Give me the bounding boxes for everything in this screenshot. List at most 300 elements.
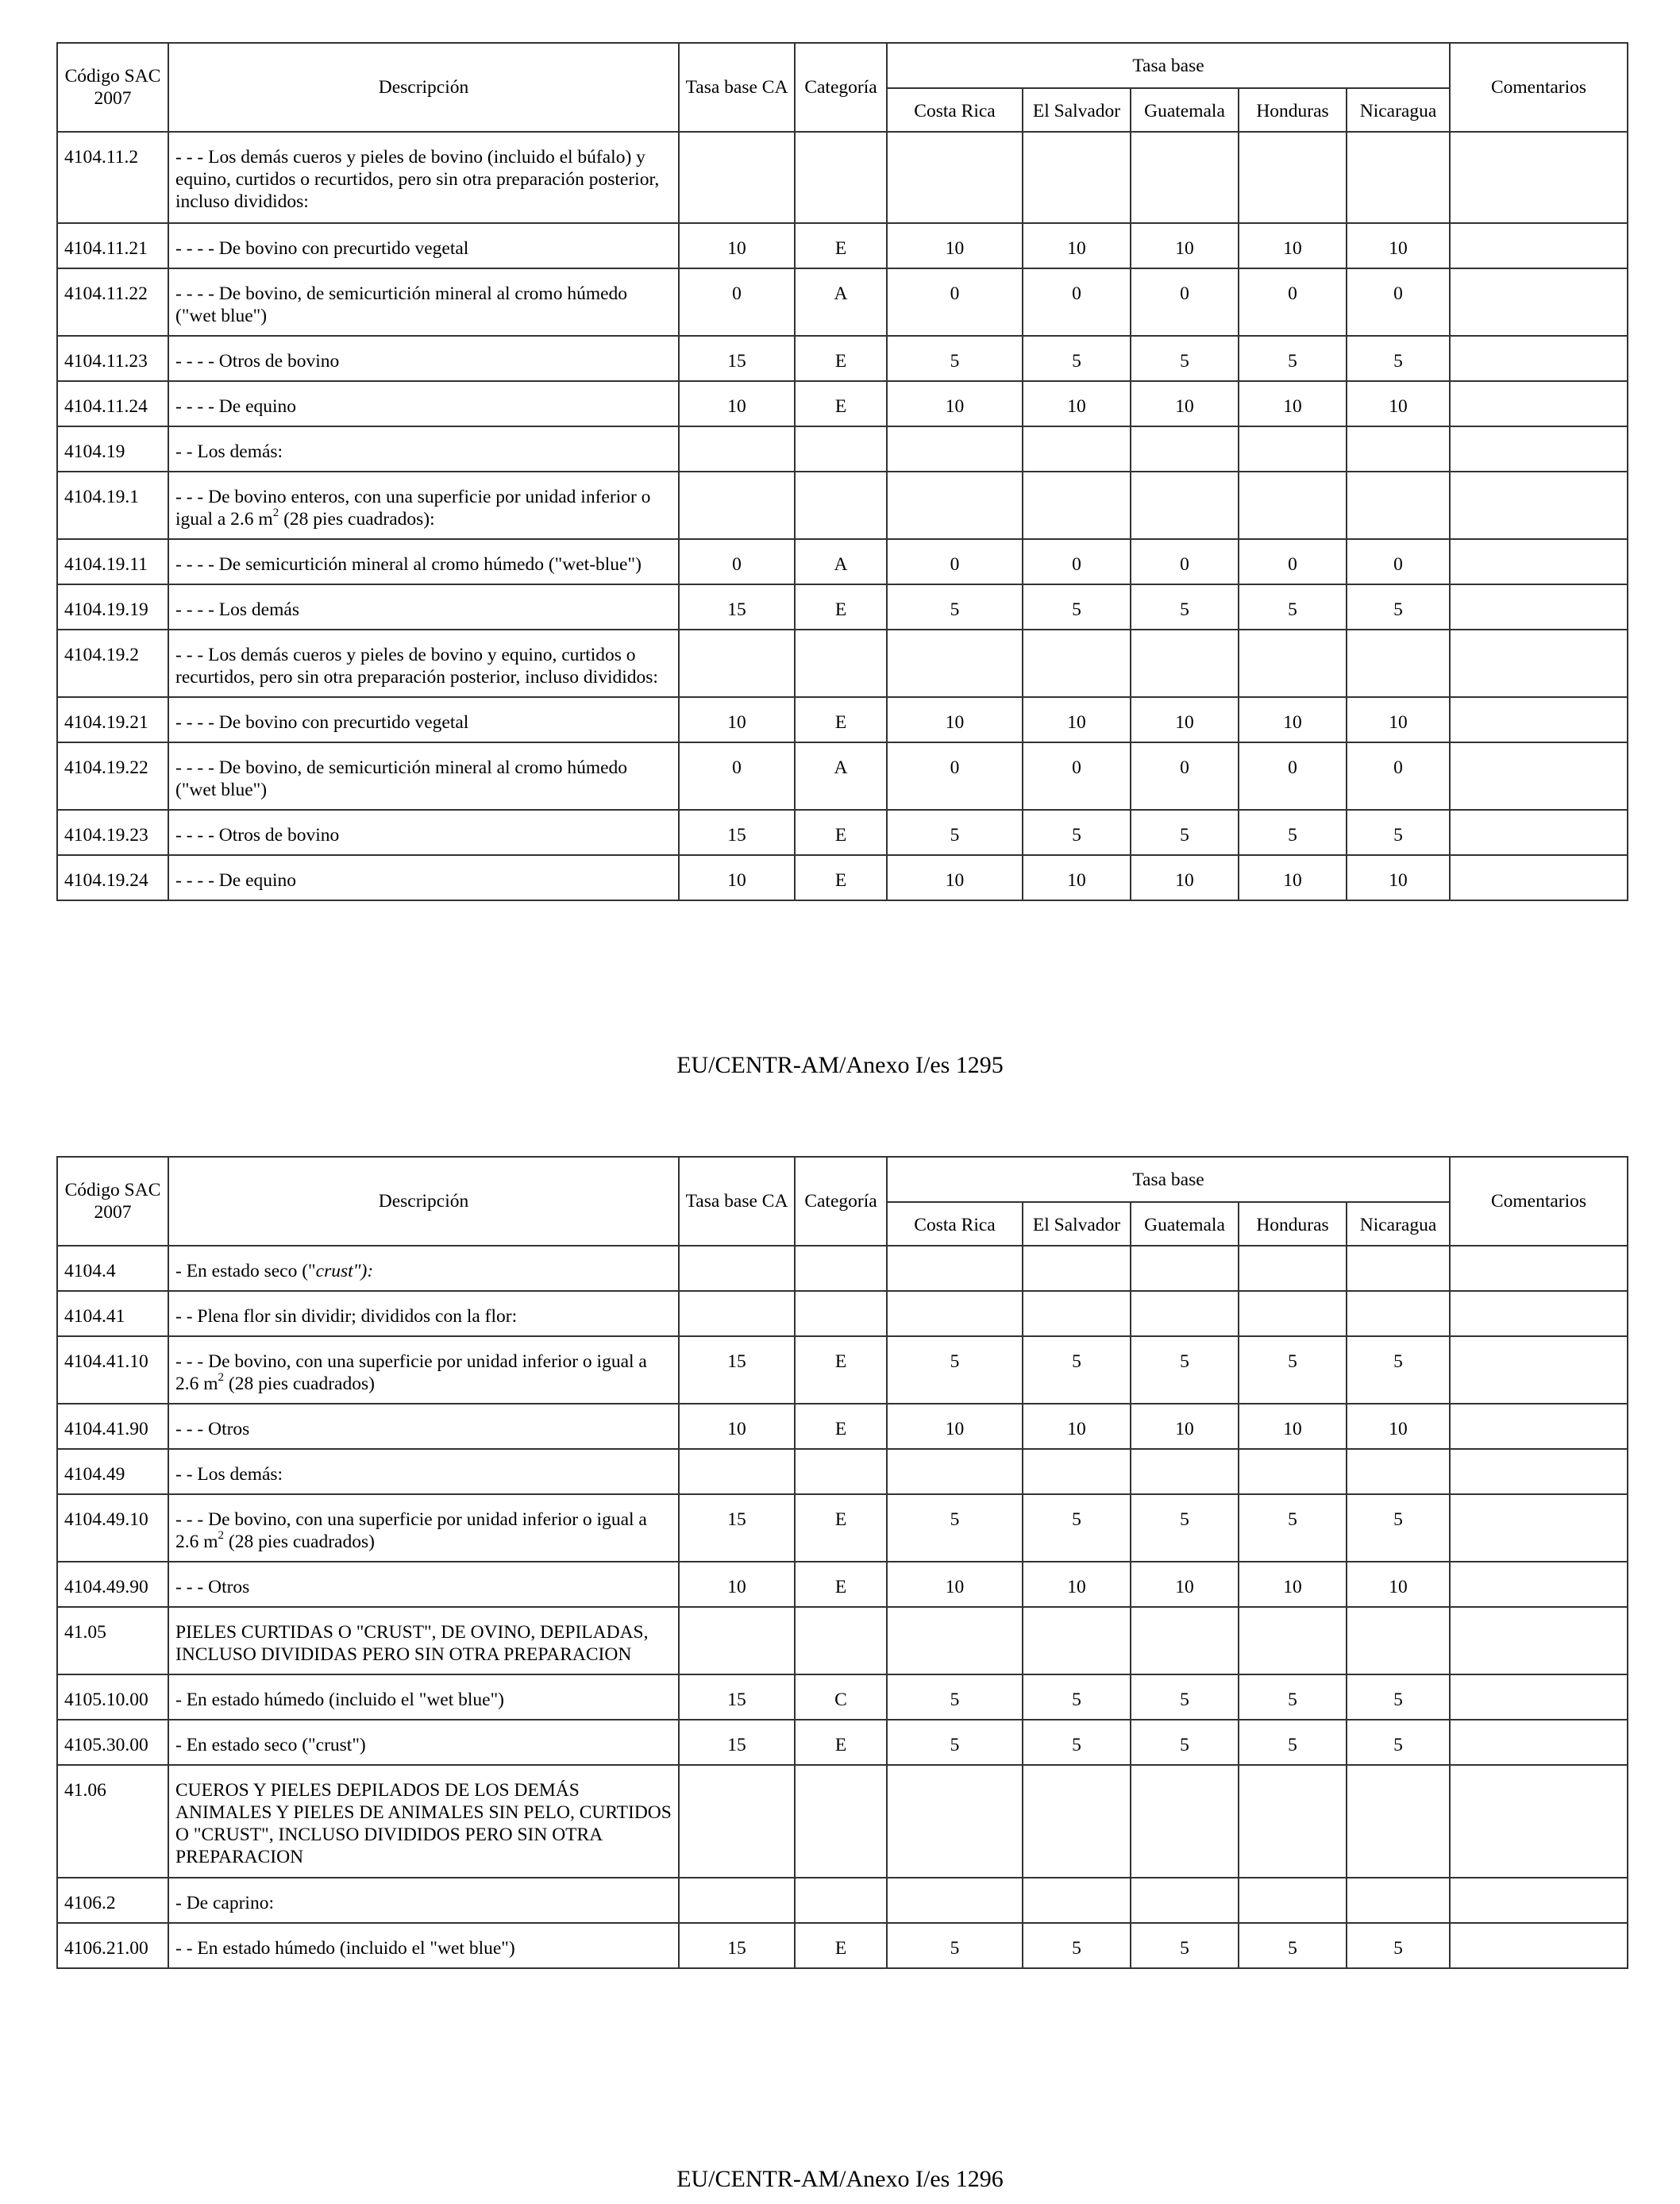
rate-costa-rica: 5 (887, 1336, 1023, 1404)
description (168, 1923, 679, 1968)
comments (1450, 1449, 1628, 1494)
description-text: PIELES CURTIDAS O "CRUST", DE OVINO, DEPILADAS, INCLUSO DIVIDIDAS PERO SIN OTRA PREPARACION (175, 1622, 649, 1665)
description-text: - - - - De bovino, de semicurtición mineral al cromo húmedo ("wet blue") (175, 757, 628, 800)
rate-costa-rica: 10 (887, 1562, 1023, 1607)
description (168, 630, 679, 697)
header-comments: Comentarios (1450, 43, 1628, 132)
base-rate-ca: 15 (679, 584, 795, 630)
category: E (795, 1336, 887, 1404)
rate-el-salvador: 10 (1023, 697, 1131, 742)
tariff-code: 4106.21.00 (57, 1923, 168, 1968)
rate-el-salvador: 10 (1023, 1562, 1131, 1607)
comments (1450, 630, 1628, 697)
rate-nicaragua (1347, 1449, 1450, 1494)
description-text: CUEROS Y PIELES DEPILADOS DE LOS DEMÁS ANIMALES Y PIELES DE ANIMALES SIN PELO, CURTIDOS O "CRUST", INCLUSO DIVIDIDOS PERO SIN OTRA PREPARACION (175, 1780, 672, 1867)
rate-nicaragua: 10 (1347, 855, 1450, 900)
description-text: - De caprino: (175, 1893, 274, 1913)
rate-el-salvador: 10 (1023, 223, 1131, 268)
rate-el-salvador: 5 (1023, 1720, 1131, 1765)
table-row (57, 1291, 1628, 1336)
base-rate-ca: 10 (679, 1562, 795, 1607)
rate-el-salvador: 5 (1023, 1494, 1131, 1562)
description (168, 336, 679, 381)
base-rate-ca (679, 426, 795, 472)
rate-guatemala: 5 (1131, 336, 1239, 381)
rate-el-salvador: 5 (1023, 1923, 1131, 1968)
rate-nicaragua: 0 (1347, 539, 1450, 584)
description-text: - - - - Otros de bovino (175, 351, 340, 372)
base-rate-ca (679, 1878, 795, 1923)
rate-nicaragua: 10 (1347, 697, 1450, 742)
rate-costa-rica: 5 (887, 1720, 1023, 1765)
tariff-code: 4104.41.90 (57, 1404, 168, 1449)
description (168, 1449, 679, 1494)
header-country: Honduras (1239, 1202, 1347, 1246)
comments (1450, 223, 1628, 268)
table-row (57, 1404, 1628, 1449)
table-row (57, 810, 1628, 855)
description (168, 1720, 679, 1765)
rate-honduras (1239, 1449, 1347, 1494)
rate-guatemala: 0 (1131, 539, 1239, 584)
rate-costa-rica (887, 1291, 1023, 1336)
rate-el-salvador (1023, 630, 1131, 697)
comments (1450, 1562, 1628, 1607)
tariff-code: 4104.49 (57, 1449, 168, 1494)
base-rate-ca: 10 (679, 381, 795, 426)
description-text: - En estado seco ("crust") (175, 1735, 366, 1755)
category (795, 1449, 887, 1494)
rate-guatemala: 5 (1131, 1336, 1239, 1404)
description-text: - - - - Otros de bovino (175, 825, 340, 846)
rate-nicaragua (1347, 1246, 1450, 1291)
base-rate-ca: 10 (679, 1404, 795, 1449)
tariff-code: 4104.19.23 (57, 810, 168, 855)
description-text: - - - Los demás cueros y pieles de bovino y equino, curtidos o recurtidos, pero sin otra preparación posterior, incluso divididos: (175, 645, 658, 688)
rate-nicaragua: 5 (1347, 810, 1450, 855)
comments (1450, 1494, 1628, 1562)
category: E (795, 810, 887, 855)
rate-el-salvador: 5 (1023, 810, 1131, 855)
header-country: El Salvador (1023, 1202, 1131, 1246)
rate-honduras (1239, 132, 1347, 223)
category: E (795, 584, 887, 630)
description (168, 1562, 679, 1607)
category (795, 472, 887, 539)
rate-nicaragua: 10 (1347, 1404, 1450, 1449)
description-italic: crust"): (315, 1261, 374, 1281)
tariff-code: 4104.41.10 (57, 1336, 168, 1404)
table-row (57, 1878, 1628, 1923)
base-rate-ca (679, 472, 795, 539)
header-country: El Salvador (1023, 88, 1131, 132)
base-rate-ca (679, 630, 795, 697)
rate-costa-rica: 5 (887, 810, 1023, 855)
rate-nicaragua: 5 (1347, 1674, 1450, 1720)
page-footer: EU/CENTR-AM/Anexo I/es 1296 (676, 2166, 1004, 2192)
table-row (57, 268, 1628, 336)
description (168, 1291, 679, 1336)
category: E (795, 336, 887, 381)
base-rate-ca: 10 (679, 855, 795, 900)
rate-guatemala: 10 (1131, 1404, 1239, 1449)
rate-el-salvador: 0 (1023, 539, 1131, 584)
rate-el-salvador (1023, 1449, 1131, 1494)
comments (1450, 1765, 1628, 1878)
table-row (57, 630, 1628, 697)
tariff-table-page-1 (56, 42, 1628, 901)
rate-honduras (1239, 1878, 1347, 1923)
rate-guatemala (1131, 1291, 1239, 1336)
category: E (795, 223, 887, 268)
base-rate-ca: 15 (679, 336, 795, 381)
comments (1450, 1291, 1628, 1336)
rate-costa-rica (887, 472, 1023, 539)
tariff-code: 4104.49.90 (57, 1562, 168, 1607)
rate-el-salvador (1023, 1607, 1131, 1674)
rate-nicaragua (1347, 1878, 1450, 1923)
description (168, 697, 679, 742)
rate-nicaragua: 5 (1347, 584, 1450, 630)
rate-guatemala: 0 (1131, 268, 1239, 336)
rate-nicaragua (1347, 426, 1450, 472)
rate-honduras: 10 (1239, 1562, 1347, 1607)
rate-honduras (1239, 426, 1347, 472)
tariff-code: 41.05 (57, 1607, 168, 1674)
rate-el-salvador: 5 (1023, 584, 1131, 630)
category: E (795, 1720, 887, 1765)
description (168, 132, 679, 223)
table-row (57, 223, 1628, 268)
rate-costa-rica: 0 (887, 742, 1023, 810)
category: A (795, 742, 887, 810)
rate-guatemala (1131, 630, 1239, 697)
description (168, 1607, 679, 1674)
rate-el-salvador: 0 (1023, 268, 1131, 336)
base-rate-ca: 15 (679, 1494, 795, 1562)
header-base-rate: Tasa base (887, 1157, 1450, 1202)
description-text: - - Los demás: (175, 441, 283, 462)
rate-el-salvador (1023, 1291, 1131, 1336)
table-row (57, 742, 1628, 810)
rate-honduras (1239, 1246, 1347, 1291)
rate-honduras: 0 (1239, 742, 1347, 810)
base-rate-ca: 0 (679, 539, 795, 584)
table-row (57, 1720, 1628, 1765)
rate-costa-rica (887, 1607, 1023, 1674)
rate-costa-rica: 10 (887, 855, 1023, 900)
description-text: - - Los demás: (175, 1464, 283, 1485)
tariff-code: 4104.19 (57, 426, 168, 472)
rate-costa-rica: 0 (887, 539, 1023, 584)
rate-costa-rica: 10 (887, 381, 1023, 426)
rate-el-salvador: 5 (1023, 1336, 1131, 1404)
rate-nicaragua (1347, 1291, 1450, 1336)
rate-costa-rica (887, 1246, 1023, 1291)
category: A (795, 268, 887, 336)
table-row (57, 1562, 1628, 1607)
rate-honduras (1239, 1607, 1347, 1674)
description (168, 539, 679, 584)
description-text: - - - De bovino enteros, con una superficie por unidad inferior o igual a 2.6 m (175, 487, 651, 530)
rate-el-salvador (1023, 1878, 1131, 1923)
rate-el-salvador (1023, 1246, 1131, 1291)
superscript: 2 (218, 1371, 225, 1385)
rate-guatemala (1131, 1878, 1239, 1923)
rate-honduras: 5 (1239, 1336, 1347, 1404)
rate-honduras: 5 (1239, 1494, 1347, 1562)
comments (1450, 1246, 1628, 1291)
tariff-code: 4104.19.2 (57, 630, 168, 697)
rate-nicaragua: 5 (1347, 1720, 1450, 1765)
rate-nicaragua (1347, 1607, 1450, 1674)
tariff-code: 4104.41 (57, 1291, 168, 1336)
description-text: - En estado seco (" (175, 1261, 316, 1281)
table-row (57, 132, 1628, 223)
rate-honduras: 0 (1239, 268, 1347, 336)
header-country: Guatemala (1131, 1202, 1239, 1246)
rate-costa-rica (887, 1765, 1023, 1878)
table-row (57, 1336, 1628, 1404)
description (168, 1336, 679, 1404)
base-rate-ca (679, 1246, 795, 1291)
rate-nicaragua: 5 (1347, 1494, 1450, 1562)
category: E (795, 1494, 887, 1562)
rate-nicaragua (1347, 630, 1450, 697)
rate-el-salvador: 5 (1023, 1674, 1131, 1720)
rate-honduras: 5 (1239, 1923, 1347, 1968)
header-comments: Comentarios (1450, 1157, 1628, 1246)
header-description: Descripción (168, 1157, 679, 1246)
description (168, 1404, 679, 1449)
tariff-code: 4104.11.21 (57, 223, 168, 268)
category: E (795, 1404, 887, 1449)
comments (1450, 381, 1628, 426)
table-row (57, 472, 1628, 539)
rate-costa-rica: 10 (887, 223, 1023, 268)
description (168, 1878, 679, 1923)
tariff-code: 4104.4 (57, 1246, 168, 1291)
description (168, 855, 679, 900)
header-country: Nicaragua (1347, 88, 1450, 132)
rate-honduras: 5 (1239, 810, 1347, 855)
category (795, 1291, 887, 1336)
category (795, 1607, 887, 1674)
comments (1450, 472, 1628, 539)
rate-guatemala: 5 (1131, 1923, 1239, 1968)
comments (1450, 268, 1628, 336)
description-text-after: (28 pies cuadrados) (224, 1532, 375, 1552)
header-base-rate: Tasa base (887, 43, 1450, 88)
comments (1450, 132, 1628, 223)
category (795, 1765, 887, 1878)
rate-honduras: 10 (1239, 223, 1347, 268)
rate-guatemala: 5 (1131, 1494, 1239, 1562)
description-text: - - En estado húmedo (incluido el "wet blue") (175, 1938, 515, 1959)
header-country: Honduras (1239, 88, 1347, 132)
rate-guatemala: 5 (1131, 1674, 1239, 1720)
rate-costa-rica (887, 630, 1023, 697)
rate-honduras (1239, 1291, 1347, 1336)
rate-guatemala: 10 (1131, 223, 1239, 268)
base-rate-ca (679, 1291, 795, 1336)
base-rate-ca: 10 (679, 697, 795, 742)
description-text: - - - Los demás cueros y pieles de bovino (incluido el búfalo) y equino, curtidos o recurtidos, pero sin otra preparación posterior, incluso divididos: (175, 147, 660, 212)
rate-nicaragua: 10 (1347, 381, 1450, 426)
superscript: 2 (218, 1529, 225, 1543)
rate-guatemala: 10 (1131, 1562, 1239, 1607)
category: E (795, 1562, 887, 1607)
description-text: - - - De bovino, con una superficie por unidad inferior o igual a 2.6 m (175, 1509, 647, 1552)
rate-honduras: 10 (1239, 381, 1347, 426)
description-text: - - - Otros (175, 1419, 250, 1439)
comments (1450, 1878, 1628, 1923)
rate-costa-rica: 10 (887, 1404, 1023, 1449)
table-body (57, 1246, 1628, 1968)
category: E (795, 381, 887, 426)
table-row (57, 1674, 1628, 1720)
tariff-code: 4104.11.24 (57, 381, 168, 426)
table-row (57, 336, 1628, 381)
description-text: - - - - De bovino con precurtido vegetal (175, 712, 469, 733)
rate-guatemala (1131, 426, 1239, 472)
description-text: - - - De bovino, con una superficie por unidad inferior o igual a 2.6 m (175, 1351, 647, 1394)
tariff-table-page-2 (56, 1156, 1628, 1969)
table-row (57, 381, 1628, 426)
table-row (57, 1923, 1628, 1968)
tariff-code: 4104.11.22 (57, 268, 168, 336)
base-rate-ca (679, 1449, 795, 1494)
header-code: Código SAC 2007 (57, 1157, 168, 1246)
comments (1450, 1404, 1628, 1449)
rate-el-salvador (1023, 472, 1131, 539)
rate-costa-rica: 0 (887, 268, 1023, 336)
tariff-code: 41.06 (57, 1765, 168, 1878)
rate-costa-rica (887, 426, 1023, 472)
base-rate-ca: 0 (679, 268, 795, 336)
tariff-code: 4104.11.23 (57, 336, 168, 381)
description (168, 742, 679, 810)
superscript: 2 (272, 507, 279, 520)
description (168, 584, 679, 630)
page-footer: EU/CENTR-AM/Anexo I/es 1295 (676, 1052, 1004, 1078)
rate-honduras: 5 (1239, 1720, 1347, 1765)
rate-nicaragua: 5 (1347, 336, 1450, 381)
header-category: Categoría (795, 1157, 887, 1246)
comments (1450, 1336, 1628, 1404)
header-country: Nicaragua (1347, 1202, 1450, 1246)
rate-honduras: 5 (1239, 1674, 1347, 1720)
rate-guatemala: 5 (1131, 810, 1239, 855)
category: E (795, 1923, 887, 1968)
tariff-code: 4105.10.00 (57, 1674, 168, 1720)
description (168, 268, 679, 336)
rate-guatemala (1131, 1607, 1239, 1674)
rate-el-salvador: 10 (1023, 1404, 1131, 1449)
tariff-code: 4104.19.22 (57, 742, 168, 810)
rate-nicaragua (1347, 1765, 1450, 1878)
rate-honduras (1239, 630, 1347, 697)
rate-honduras (1239, 1765, 1347, 1878)
table-row (57, 426, 1628, 472)
table-row (57, 539, 1628, 584)
rate-costa-rica: 5 (887, 336, 1023, 381)
rate-guatemala: 5 (1131, 1720, 1239, 1765)
tariff-code: 4106.2 (57, 1878, 168, 1923)
header-base-rate-ca: Tasa base CA (679, 1157, 795, 1246)
comments (1450, 697, 1628, 742)
rate-el-salvador: 0 (1023, 742, 1131, 810)
rate-guatemala (1131, 1449, 1239, 1494)
rate-nicaragua: 10 (1347, 1562, 1450, 1607)
rate-honduras: 5 (1239, 336, 1347, 381)
rate-costa-rica (887, 132, 1023, 223)
category (795, 1878, 887, 1923)
rate-guatemala (1131, 132, 1239, 223)
tariff-code: 4105.30.00 (57, 1720, 168, 1765)
table-row (57, 1449, 1628, 1494)
description (168, 1246, 679, 1291)
comments (1450, 584, 1628, 630)
base-rate-ca: 15 (679, 1720, 795, 1765)
rate-honduras: 10 (1239, 855, 1347, 900)
tariff-code: 4104.19.1 (57, 472, 168, 539)
rate-guatemala: 10 (1131, 381, 1239, 426)
rate-nicaragua (1347, 132, 1450, 223)
tariff-code: 4104.49.10 (57, 1494, 168, 1562)
rate-el-salvador: 10 (1023, 381, 1131, 426)
description-text-after: (28 pies cuadrados): (279, 509, 435, 530)
tariff-code: 4104.19.19 (57, 584, 168, 630)
rate-nicaragua: 5 (1347, 1336, 1450, 1404)
description (168, 426, 679, 472)
base-rate-ca (679, 132, 795, 223)
table-body (57, 132, 1628, 900)
category (795, 630, 887, 697)
table-row (57, 855, 1628, 900)
table-row (57, 584, 1628, 630)
rate-el-salvador: 10 (1023, 855, 1131, 900)
tariff-code: 4104.19.11 (57, 539, 168, 584)
header-base-rate-ca: Tasa base CA (679, 43, 795, 132)
rate-honduras: 10 (1239, 697, 1347, 742)
rate-guatemala: 0 (1131, 742, 1239, 810)
header-country: Guatemala (1131, 88, 1239, 132)
description-text: - - - - De semicurtición mineral al cromo húmedo ("wet-blue") (175, 554, 642, 575)
description-text: - - Plena flor sin dividir; divididos con la flor: (175, 1306, 518, 1327)
rate-costa-rica (887, 1878, 1023, 1923)
rate-costa-rica: 10 (887, 697, 1023, 742)
comments (1450, 810, 1628, 855)
tariff-code: 4104.19.24 (57, 855, 168, 900)
base-rate-ca: 10 (679, 223, 795, 268)
rate-costa-rica (887, 1449, 1023, 1494)
rate-nicaragua: 0 (1347, 742, 1450, 810)
rate-el-salvador (1023, 132, 1131, 223)
table-row (57, 1494, 1628, 1562)
header-country: Costa Rica (887, 88, 1023, 132)
comments (1450, 742, 1628, 810)
description (168, 1494, 679, 1562)
rate-guatemala (1131, 1246, 1239, 1291)
base-rate-ca: 15 (679, 1336, 795, 1404)
comments (1450, 1607, 1628, 1674)
rate-costa-rica: 5 (887, 1923, 1023, 1968)
description (168, 381, 679, 426)
description-text: - - - - De bovino, de semicurtición mineral al cromo húmedo ("wet blue") (175, 283, 628, 326)
rate-honduras: 10 (1239, 1404, 1347, 1449)
description-text: - - - - Los demás (175, 599, 299, 620)
